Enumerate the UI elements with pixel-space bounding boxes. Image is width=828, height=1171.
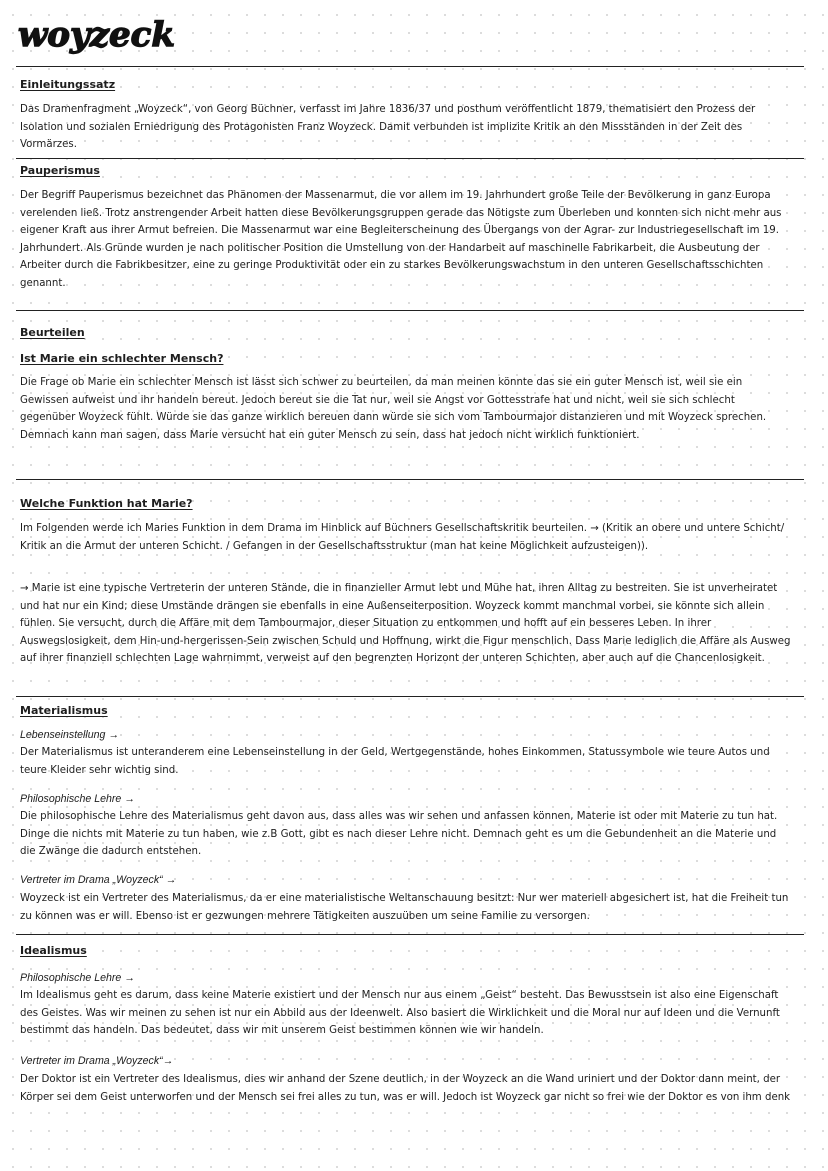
paragraph-vertreter-idealismus: Der Doktor ist ein Vertreter des Idealismus, dies wir anhand der Szene deutlich, in der Woyzeck an die Wand uriniert und der Doktor dann meint, der Körper sei dem Geist unterworfen und der Mensch sei frei alles zu tun, was er will. Jedoch ist Woyzeck gar nicht so frei wie der Doktor es von ihm denk <box>20 1074 791 1103</box>
paragraph-philosophische-lehre: Die philosophische Lehre des Materialismus geht davon aus, dass alles was wir sehen und anfassen können, Materie ist oder mit Materie zu tun hat. Dinge die nichts mit Materie zu tun haben, wie z.B Gott, gibt es nach dieser Lehre nicht. Demnach geht es um die Gebundenheit an die Materie und die Zwänge die dadurch entstehen. <box>20 811 778 858</box>
paragraph-funktion-marie: → Marie ist eine typische Vertreterin der unteren Stände, die in finanzieller Armut lebt und Mühe hat, ihren Alltag zu bestreiten. Sie ist unverheiratet und hat nur ein Kind; diese Umstände drängen sie ebenfalls in eine Außenseiterposition. Woyzeck kommt manchmal vorbei, sie könnte sich allein fühlen. Sie versucht, durch die Affäre mit dem Tambourmajor, dieser Situation zu entkommen und hofft auf ein besseres Leben. In ihrer Auswegslosigkeit, dem Hin-und-hergerissen-Sein zwischen Schuld und Hoffnung, wirkt die Figur menschlich. Dass Marie lediglich die Affäre als Ausweg auf ihrer finanziell schlechten Lage wahrnimmt, verweist auf den begrenzten Horizont der unteren Schichten, aber auch auf die Chancenlosigkeit. <box>20 583 791 665</box>
paragraph-pauperismus: Der Begriff Pauperismus bezeichnet das Phänomen der Massenarmut, die vor allem im 19. Jahrhundert große Teile der Bevölkerung in ganz Europa verelenden ließ. Trotz anstrengender Arbeit hatten diese Bevölkerungsgruppen gerade das Nötigste zum Überleben und konnten sich nicht mehr aus eigener Kraft aus ihrer Armut befreien. Die Massenarmut war eine Begleiterscheinung des Übergangs von der Agrar- zur Industriegesellschaft im 19. Jahrhundert. Als Gründe wurden je nach politischer Position die Umstellung von der Handarbeit auf maschinelle Fabrikarbeit, die Ausbeutung der Arbeiter durch die Fabrikbesitzer, eine zu geringe Produktivität oder ein zu starkes Bevölkerungswachstum in den unteren Gesellschaftsschichten genannt. <box>20 190 782 289</box>
sub-lebenseinstellung: Lebenseinstellung → <box>20 729 119 741</box>
divider <box>16 66 804 67</box>
divider <box>16 696 804 697</box>
paragraph-beurteilen: Die Frage ob Marie ein schlechter Mensch ist lässt sich schwer zu beurteilen, da man meinen könnte das sie ein guter Mensch ist, weil sie ein Gewissen aufweist und ihr handeln bereut. Jedoch bereut sie die Tat nur, weil sie Angst vor Gottesstrafe hat und nicht, weil sie sich schlecht gegenüber Woyzeck fühlt. Würde sie das ganze wirklich bereuen dann würde sie sich vom Tambourmajor distanzieren und mit Woyzeck sprechen. Demnach kann man sagen, dass Marie versucht hat ein guter Mensch zu sein, dass hat jedoch nicht wirklich funktioniert. <box>20 377 767 441</box>
sub-vertreter-idealismus: Vertreter im Drama „Woyzeck“→ <box>20 1055 174 1067</box>
title-text: woyzeck <box>18 15 175 55</box>
divider <box>16 479 804 480</box>
paragraph-vertreter-materialismus: Woyzeck ist ein Vertreter des Materialismus, da er eine materialistische Weltanschauung besitzt: Nur wer materiell abgesichert ist, hat die Freiheit tun zu können was er will. Ebenso ist er gezwungen mehrere Tätigkeiten auszuüben um seine Familie zu versorgen. <box>20 893 789 922</box>
sub-philosophische-lehre: Philosophische Lehre → <box>20 793 135 805</box>
paragraph-lebenseinstellung: Der Materialismus ist unteranderem eine Lebenseinstellung in der Geld, Wertgegenstände, hohes Einkommen, Statussymbole wie teure Autos und teure Kleider sehr wichtig sind. <box>20 747 770 776</box>
divider <box>16 158 804 159</box>
heading-idealismus: Idealismus <box>20 944 87 957</box>
paragraph-funktion-intro: Im Folgenden werde ich Maries Funktion in dem Drama im Hinblick auf Büchners Gesellschaftskritik beurteilen. → (Kritik an obere und untere Schicht/ Kritik an die Armut der unteren Schicht. / Gefangen in der Gesellschaftsstruktur (man hat keine Möglichkeit aufzusteigen)). <box>20 523 785 552</box>
heading-materialismus: Materialismus <box>20 704 108 717</box>
question-schlechter-mensch: Ist Marie ein schlechter Mensch? <box>20 352 224 365</box>
heading-einleitungssatz: Einleitungssatz <box>20 78 116 91</box>
heading-pauperismus: Pauperismus <box>20 164 100 177</box>
divider <box>16 934 804 935</box>
divider <box>16 310 804 311</box>
document-title-logo <box>16 10 175 66</box>
heading-funktion-marie: Welche Funktion hat Marie? <box>20 497 193 510</box>
paragraph-idealismus-lehre: Im Idealismus geht es darum, dass keine Materie existiert und der Mensch nur aus einem „Geist“ besteht. Das Bewusstsein ist also eine Eigenschaft des Geistes. Was wir meinen zu sehen ist nur ein Abbild aus der Ideenwelt. Also basiert die Wirklichkeit und die Moral nur auf Ideen und die Vernunft bestimmt das handeln. Das bedeutet, dass wir mit unserem Geist bestimmen können wie wir handeln. <box>20 990 780 1037</box>
heading-beurteilen: Beurteilen <box>20 326 85 339</box>
paragraph-einleitung: Das Dramenfragment „Woyzeck“, von Georg Büchner, verfasst im Jahre 1836/37 und posthum veröffentlicht 1879, thematisiert den Prozess der Isolation und sozialen Erniedrigung des Protagonisten Franz Woyzeck. Damit verbunden ist implizite Kritik an den Missständen in der Zeit des Vormärzes. <box>20 104 756 151</box>
sub-vertreter-materialismus: Vertreter im Drama „Woyzeck“ → <box>20 874 177 886</box>
sub-philosophische-lehre-idealismus: Philosophische Lehre → <box>20 972 135 984</box>
